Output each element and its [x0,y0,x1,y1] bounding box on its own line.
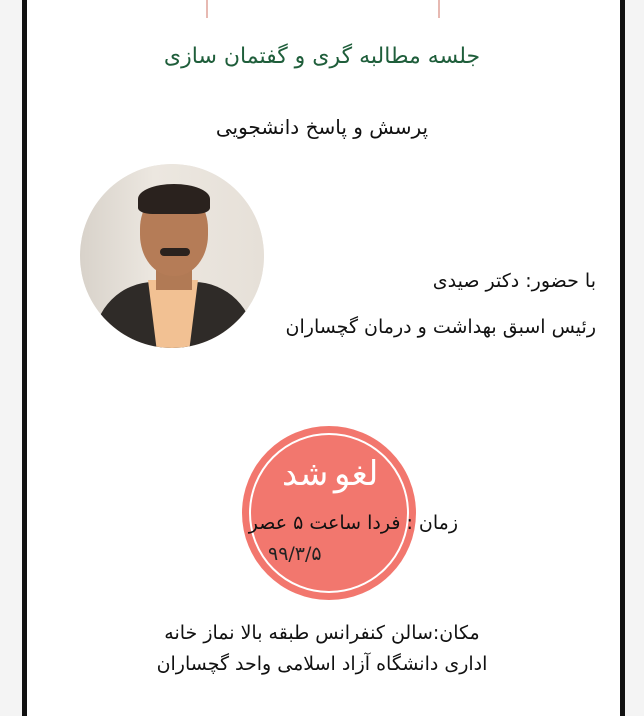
poster-title: جلسه مطالبه گری و گفتمان سازی [163,44,481,69]
event-time: زمان : فردا ساعت ۵ عصر [248,512,458,534]
event-location-line1: مکان:سالن کنفرانس طبقه بالا نماز خانه [164,622,480,644]
stamp-text-1: لغو [334,454,379,494]
poster-subtitle: پرسش و پاسخ دانشجویی [215,115,429,139]
stamp-text-2: شد [282,454,329,494]
event-date: ۹۹/۳/۵ [268,543,322,565]
speaker-name: با حضور: دکتر صیدی [432,270,596,292]
speaker-photo [80,164,264,348]
top-decoration [438,0,440,18]
speaker-role: رئیس اسبق بهداشت و درمان گچساران [285,316,596,338]
event-location-line2: اداری دانشگاه آزاد اسلامی واحد گچساران [156,653,488,675]
poster-frame [22,0,625,716]
top-decoration [206,0,208,18]
